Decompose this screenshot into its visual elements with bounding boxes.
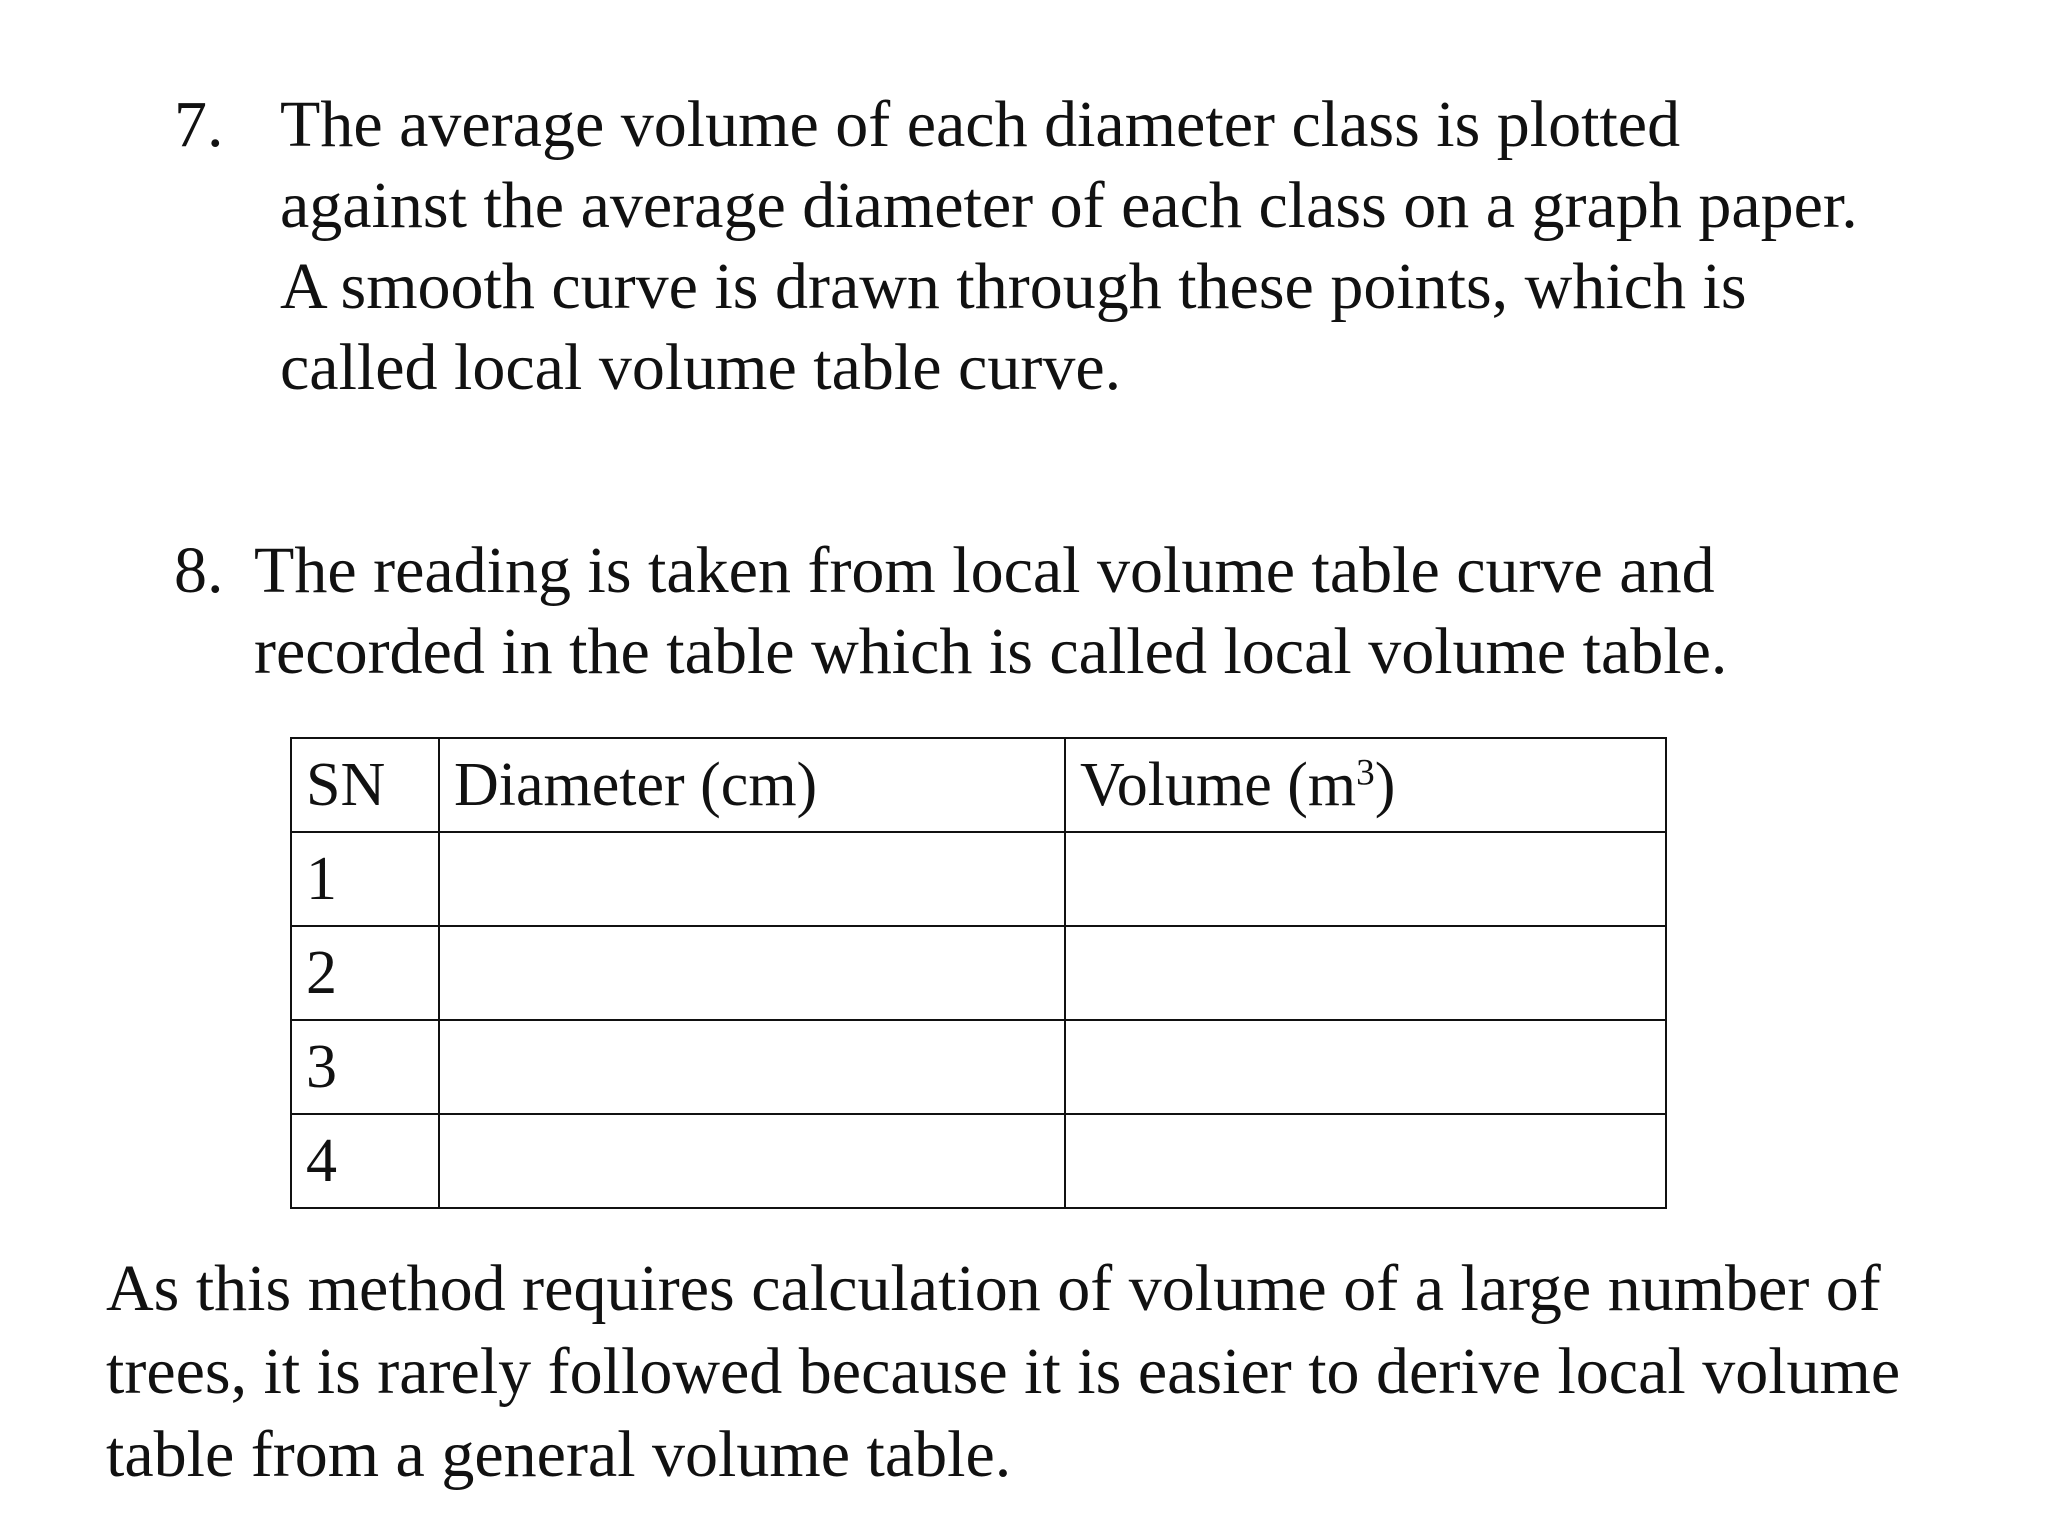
cell-diameter xyxy=(439,832,1065,926)
list-item-7 xyxy=(174,84,1874,408)
closing-paragraph: As this method requires calculation of volume of a large number of trees, it is rarely followed because it is easier to derive local volume table from a general volume table. xyxy=(106,1252,1901,1491)
item-number: 8. xyxy=(174,534,224,607)
cell-volume xyxy=(1065,1114,1666,1208)
cell-diameter xyxy=(439,1114,1065,1208)
cell-sn: 1 xyxy=(291,832,439,926)
cell-diameter xyxy=(439,1020,1065,1114)
table-row xyxy=(291,926,1666,1020)
cell-sn: 2 xyxy=(291,926,439,1020)
table-row xyxy=(291,832,1666,926)
item-number: 7. xyxy=(174,88,224,161)
table-header-row xyxy=(291,738,1666,832)
cell-sn: 4 xyxy=(291,1114,439,1208)
cell-sn: 3 xyxy=(291,1020,439,1114)
table-row xyxy=(291,1114,1666,1208)
item-text: The reading is taken from local volume table curve and recorded in the table which is called local volume table. xyxy=(254,534,1728,688)
header-diameter: Diameter (cm) xyxy=(439,738,1065,832)
cell-diameter xyxy=(439,926,1065,1020)
header-sn: SN xyxy=(291,738,439,832)
cell-volume xyxy=(1065,926,1666,1020)
header-volume xyxy=(1065,738,1666,832)
header-volume-exponent: 3 xyxy=(1356,752,1375,794)
item-text: The average volume of each diameter class is plotted against the average diameter of each class on a graph paper. A smooth curve is drawn through these points, which is called local volume table curve. xyxy=(280,88,1858,404)
header-volume-suffix: ) xyxy=(1374,750,1396,819)
cell-volume xyxy=(1065,1020,1666,1114)
cell-volume xyxy=(1065,832,1666,926)
header-volume-prefix: Volume (m xyxy=(1080,750,1357,819)
list-item-8 xyxy=(174,530,1874,692)
table-row xyxy=(291,1020,1666,1114)
local-volume-table xyxy=(290,737,1667,1209)
